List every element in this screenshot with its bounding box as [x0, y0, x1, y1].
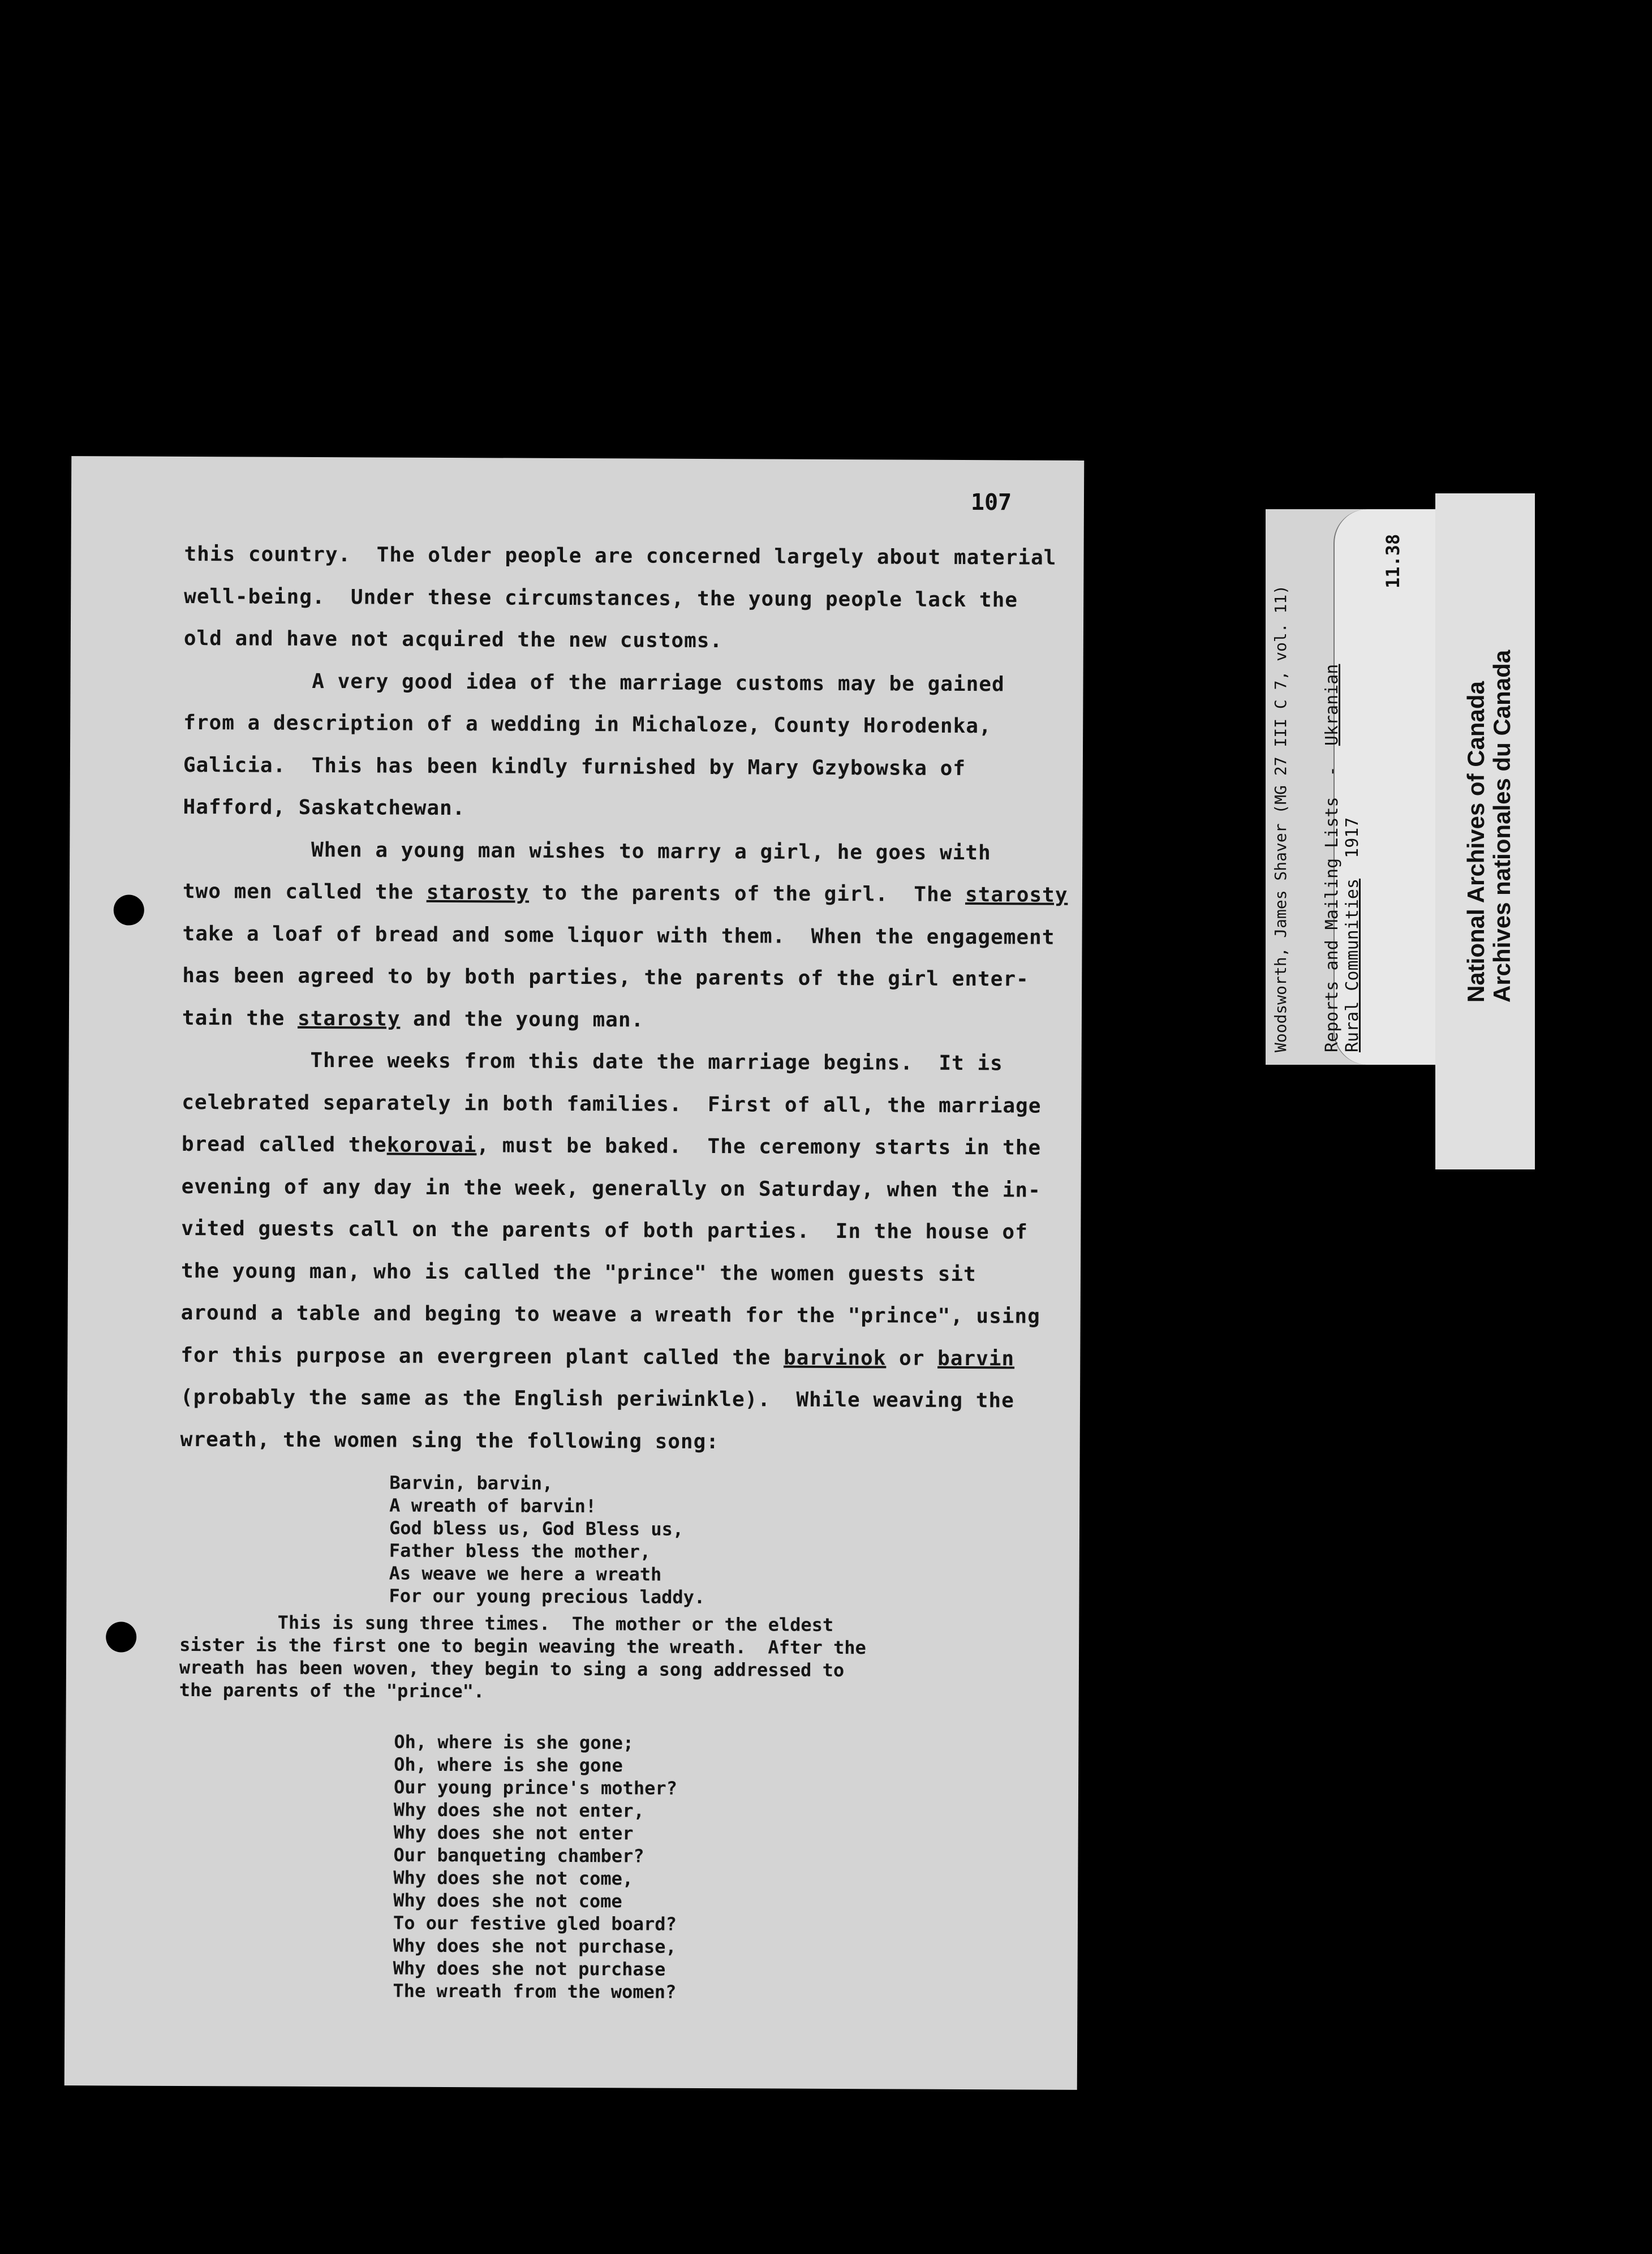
paragraph-sung-three-times — [179, 1611, 866, 1704]
text-span: evening of any day in the week, generally on Saturday, when the in- — [181, 1175, 1041, 1202]
song-line: Why does she not purchase, — [393, 1934, 677, 1958]
text-span: tain the — [182, 1006, 298, 1030]
text-span: or — [886, 1346, 938, 1370]
text-span: and the young man. — [400, 1007, 644, 1032]
text-line — [180, 1427, 719, 1453]
song-line: Why does she not come — [393, 1889, 622, 1912]
underlined-term: starosty — [297, 1006, 401, 1031]
text-line — [180, 1386, 1014, 1412]
text-line — [184, 543, 1056, 570]
page-number: 107 — [970, 489, 1012, 516]
text-span: take a loaf of bread and some liquor with them. When the engagement — [182, 922, 1055, 949]
underlined-term: barvinok — [783, 1346, 887, 1370]
text-line — [183, 795, 465, 820]
song-barvin — [389, 1472, 705, 1608]
text-line — [182, 1133, 1041, 1160]
text-line — [183, 880, 1068, 907]
text-span: celebrated separately in both families. First of all, the marriage — [182, 1090, 1042, 1118]
text-line — [181, 1301, 1040, 1328]
card-reference-number: 11.38 — [1382, 534, 1404, 588]
text-span: the young man, who is called the "prince" the women guests sit — [180, 1259, 976, 1286]
text-span: bread called the — [181, 1132, 387, 1157]
document-page — [64, 456, 1085, 2090]
text-line: wreath has been woven, they begin to sing a song addressed to — [179, 1656, 845, 1681]
text-line: sister is the first one to begin weaving the wreath. After the — [179, 1633, 866, 1659]
text-span: for this purpose an evergreen plant called the — [180, 1343, 784, 1370]
archive-name-en: National Archives of Canada — [1462, 681, 1489, 1003]
text-line — [181, 1259, 976, 1285]
text-line — [181, 1217, 1028, 1244]
text-line: This is sung three times. The mother or the eldest — [179, 1611, 834, 1636]
song-line: For our young precious laddy. — [389, 1585, 705, 1608]
text-span: A very good idea of the marriage customs may be gained — [183, 669, 1005, 696]
text-span: well-being. Under these circumstances, the young people lack the — [184, 584, 1018, 612]
song-line: To our festive gled board? — [393, 1912, 677, 1935]
song-line: Father bless the mother, — [389, 1539, 651, 1563]
song-line: Oh, where is she gone — [394, 1753, 623, 1776]
text-line — [182, 1090, 1041, 1117]
text-line — [183, 669, 1004, 695]
text-line — [182, 964, 1029, 991]
song-line: Our banqueting chamber? — [393, 1844, 644, 1867]
song-line: Why does she not come, — [393, 1866, 634, 1890]
text-line — [180, 1343, 1014, 1370]
text-line — [182, 1175, 1041, 1202]
text-span: old and have not acquired the new customs. — [183, 626, 723, 653]
text-span: around a table and beging to weave a wreath for the "prince", using — [180, 1301, 1040, 1328]
text-line: the parents of the "prince". — [179, 1679, 485, 1702]
text-span: When a young man wishes to marry a girl, he goes with — [183, 837, 991, 864]
text-span: two men called the — [182, 879, 427, 904]
song-line: As weave we here a wreath — [389, 1562, 662, 1585]
text-line — [182, 1048, 1003, 1075]
song-line: A wreath of barvin! — [389, 1494, 597, 1517]
text-line — [184, 627, 722, 652]
text-line — [183, 711, 992, 738]
underlined-term: starosty — [965, 883, 1068, 907]
text-span: Galicia. This has been kindly furnished by Mary Gzybowska of — [183, 753, 966, 780]
song-line: Oh, where is she gone; — [394, 1731, 634, 1754]
text-span: has been agreed to by both parties, the parents of the girl enter- — [182, 963, 1029, 991]
song-where-is-she-gone — [393, 1731, 677, 2003]
underlined-term: barvin — [937, 1347, 1015, 1370]
underlined-term: starosty — [426, 880, 530, 905]
text-line — [184, 584, 1018, 611]
text-span: to the parents of the girl. The — [529, 881, 966, 907]
text-span: vited guests call on the parents of both parties. In the house of — [181, 1216, 1028, 1244]
text-span: Hafford, Saskatchewan. — [183, 795, 466, 820]
punch-hole-top — [114, 894, 144, 925]
song-line: God bless us, God Bless us, — [389, 1517, 684, 1540]
text-span: this country. The older people are concerned largely about material — [184, 542, 1057, 570]
text-line — [183, 753, 966, 780]
text-span: from a description of a wedding in Michaloze, County Horodenka, — [183, 711, 992, 738]
reference-card — [1266, 509, 1438, 1065]
text-span: Three weeks from this date the marriage begins. It is — [182, 1048, 1003, 1076]
text-line — [182, 1006, 644, 1031]
song-line: The wreath from the women? — [393, 1980, 677, 2003]
card-series-line-1: Reports and Mailing Lists - Ukranian — [1322, 664, 1342, 1052]
underlined-term: korovai — [386, 1133, 477, 1158]
text-span: , must be baked. The ceremony starts in the — [476, 1134, 1042, 1160]
archive-label — [1435, 493, 1535, 1169]
song-line: Barvin, barvin, — [389, 1472, 553, 1494]
text-span: wreath, the women sing the following song: — [180, 1427, 720, 1453]
text-line — [183, 922, 1055, 949]
text-line — [183, 837, 991, 864]
song-line: Why does she not enter — [393, 1821, 634, 1844]
text-span: (probably the same as the English periwinkle). While weaving the — [180, 1385, 1014, 1413]
song-line: Why does she not enter, — [393, 1799, 645, 1822]
song-line: Our young prince's mother? — [393, 1776, 678, 1799]
card-series-line-2: Rural Communities 1917 — [1343, 817, 1362, 1052]
card-fonds: Woodsworth, James Shaver (MG 27 III C 7, vol. 11) — [1271, 584, 1290, 1052]
song-line: Why does she not purchase — [393, 1957, 666, 1980]
archive-name-fr: Archives nationales du Canada — [1488, 649, 1515, 1003]
punch-hole-bottom — [106, 1621, 136, 1652]
